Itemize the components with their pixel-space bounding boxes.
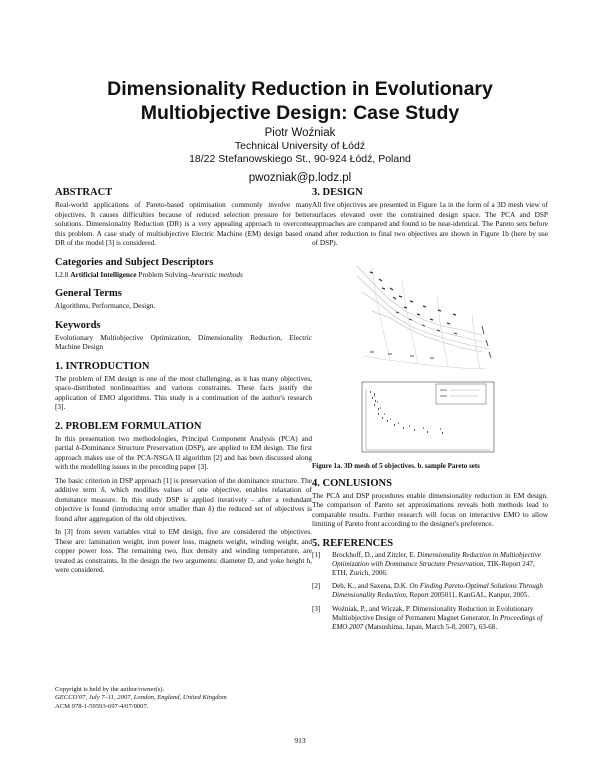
figure-1a-mesh bbox=[357, 266, 491, 369]
introduction-section bbox=[55, 360, 312, 412]
figure-1 bbox=[312, 256, 548, 458]
references-heading: 5. REFERENCES bbox=[312, 537, 394, 549]
reference-authors: Brockhoff, D., and Zitzler, E. bbox=[332, 550, 418, 559]
terms-text: Algorithms, Performance, Design. bbox=[55, 301, 156, 310]
abstract-section bbox=[55, 186, 312, 248]
reference-authors: Deb, K., and Saxena, D.K. bbox=[332, 582, 410, 591]
reference-details: , Report 2005011, KanGAL, Kanpur, 2005. bbox=[405, 591, 530, 600]
problem-section bbox=[55, 420, 312, 575]
reference-title: Proceedings of EMO 2007 bbox=[332, 613, 543, 631]
abstract-heading: ABSTRACT bbox=[55, 187, 113, 198]
title-line-2: Multiobjective Design: Case Study bbox=[140, 102, 460, 124]
reference-number: [1] bbox=[312, 550, 321, 559]
keywords-section bbox=[55, 319, 312, 352]
reference-item bbox=[312, 582, 548, 600]
right-column bbox=[312, 186, 548, 640]
page-number: 913 bbox=[294, 736, 306, 745]
introduction-heading: 1. INTRODUCTION bbox=[55, 360, 150, 372]
terms-heading: General Terms bbox=[55, 288, 122, 299]
reference-number: [2] bbox=[312, 582, 321, 591]
author-block bbox=[0, 127, 600, 185]
figure-1-caption: Figure 1a. 3D mesh of 5 objectives. b. sample Pareto sets bbox=[312, 461, 480, 470]
paper-title bbox=[0, 77, 600, 125]
reference-authors: Woźniak, P., and Wiczak, P. Dimensionality Reduction in Evolutionary Multiobjective Design of Permanent Magnet Generator, In bbox=[332, 604, 534, 622]
abstract-text: Real-world applications of Pareto-based optimisation commonly involve many objectives. It causes difficulties because of reduced selection pressure for better solutions. Dimensionality Reduction (DR) is a very appealing approach to overcome this problem. A case study of multiobjective Electric Machine (EM) design based on DR of the model [3] is considered. bbox=[55, 200, 312, 247]
copyright-line-1: Copyright is held by the author/owner(s). bbox=[55, 686, 165, 693]
copyright-line-3: ACM 978-1-59593-697-4/07/0007. bbox=[55, 702, 149, 710]
reference-item bbox=[312, 551, 548, 579]
terms-section bbox=[55, 287, 312, 311]
conclusions-section bbox=[312, 477, 548, 529]
design-section bbox=[312, 186, 548, 248]
problem-heading: 2. PROBLEM FORMULATION bbox=[55, 420, 202, 432]
author-email[interactable]: pwozniak@p.lodz.pl bbox=[248, 172, 352, 184]
title-line-1: Dimensionality Reduction in Evolutionary bbox=[107, 78, 493, 100]
design-text: All five objectives are presented in Figure 1a in the form of a 3D mesh view of surfaces elevated over the constrained design space. The PCA and DSP approaches are compared and found to be near-identical. The Pareto sets before and after reduction to final two objectives are shown in Figure 1b (here by use of DSP). bbox=[312, 200, 548, 247]
author-address: 18/22 Stefanowskiego St., 90-924 Łódź, Poland bbox=[189, 153, 411, 165]
keywords-heading: Keywords bbox=[55, 319, 101, 331]
introduction-text: The problem of EM design is one of the most challenging, as it has many objectives, space-distributed nonlinearities and various constraints. These facts justify the application of EMO algorithms. This study is a continuation of the author's research [3]. bbox=[55, 373, 312, 411]
reference-title: Dimensionality Reduction in Multiobjective Optimization with Dominance Structure Preservation bbox=[332, 550, 542, 568]
categories-italic: heuristic methods bbox=[191, 269, 243, 279]
copyright-notice bbox=[55, 686, 312, 711]
keywords-text: Evolutionary Multiobjective Optimization, Dimensionality Reduction, Electric Machine Design bbox=[55, 332, 312, 351]
problem-paragraph-2: The basic criterion in DSP approach [1] is preservation of the dominance structure. The additive term δ, which modifies values of one objective, enables relaxation of dominance measure. In this study DSP is applied iteratively - after a redundant objective is found (introducing error smaller than δ) the reduced set of objectives is found after aggregation of the old objectives. bbox=[55, 475, 312, 523]
reference-title: On Finding Pareto-Optimal Solutions Through Dimensionality Reduction bbox=[332, 582, 543, 600]
categories-bold: Artificial Intelligence bbox=[70, 269, 137, 279]
conclusions-heading: 4. CONLUSIONS bbox=[312, 477, 392, 489]
references-list bbox=[312, 551, 548, 633]
categories-heading: Categories and Subject Descriptors bbox=[55, 256, 214, 268]
reference-details: , TIK-Report 247, ETH, Zurich, 2006. bbox=[332, 559, 535, 577]
categories-text bbox=[55, 270, 312, 280]
copyright-line-2: GECCO'07, July 7–11, 2007, London, England, United Kingdom bbox=[55, 694, 227, 702]
problem-paragraph-1: In this presentation two methodologies, Principal Component Analysis (PCA) and partial δ-Dominance Structure Preservation (DSP), are applied to EM design. The first approach makes use of the PCA-NSGA II algorithm [2] and has been discussed along with the modelling issues in the preceding paper [3]. bbox=[55, 433, 312, 471]
conclusions-text: The PCA and DSP procedures enable dimensionality reduction in EM design. The comparison of Pareto set approximations reveals both methods lead to comparable results. Further research will focus on interactive EMO to allow limiting of Pareto front according to the designer's preference. bbox=[312, 490, 548, 528]
categories-section bbox=[55, 256, 312, 280]
left-column bbox=[55, 186, 312, 583]
design-heading: 3. DESIGN bbox=[312, 187, 363, 198]
categories-rest: Problem Solving– bbox=[136, 269, 192, 279]
reference-details: (Matsushima, Japan, March 5-8, 2007), 63-68. bbox=[363, 622, 498, 631]
reference-number: [3] bbox=[312, 604, 321, 613]
figure-1b-pareto-plot bbox=[362, 382, 494, 452]
problem-paragraph-3: In [3] from seven variables vital to EM design, five are considered the objectives. These are: lamination weight, iron power loss, magnets weight, winding weight, and copper power loss. The remaining two, flux density and winding temperature, are treated as constraints. In the design the two arguments: diameter D, and yoke height h, were considered. bbox=[55, 527, 312, 574]
author-name: Piotr Woźniak bbox=[264, 127, 336, 139]
figure-1-image bbox=[312, 256, 548, 458]
categories-code: I.2.8 bbox=[55, 269, 71, 279]
references-section bbox=[312, 537, 548, 633]
reference-item bbox=[312, 605, 548, 633]
author-affiliation: Technical University of Łódź bbox=[234, 140, 366, 152]
